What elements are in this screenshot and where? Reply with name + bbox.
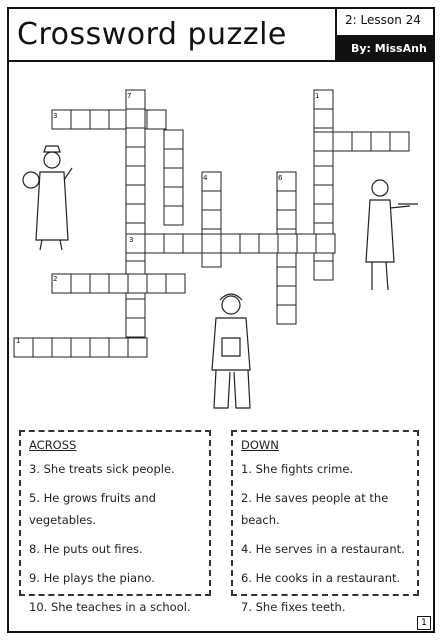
crossword-cell[interactable] bbox=[316, 234, 335, 253]
crossword-cell[interactable] bbox=[128, 338, 147, 357]
crossword-cell[interactable] bbox=[126, 128, 145, 147]
across-clue: 3. She treats sick people. bbox=[29, 462, 175, 476]
clue-number: 6 bbox=[278, 174, 283, 182]
down-clue: 4. He serves in a restaurant. bbox=[241, 542, 405, 556]
clue-number: 1 bbox=[315, 92, 320, 100]
clue-number: 4 bbox=[203, 174, 208, 182]
crossword-cell[interactable] bbox=[90, 274, 109, 293]
crossword-cell[interactable] bbox=[371, 132, 390, 151]
crossword-cell[interactable] bbox=[33, 338, 52, 357]
crossword-cell[interactable] bbox=[314, 166, 333, 185]
doctor-illustration bbox=[23, 146, 72, 250]
lesson-label: 2: Lesson 24 bbox=[345, 13, 421, 27]
crossword-cell[interactable] bbox=[333, 132, 352, 151]
down-clue: 6. He cooks in a restaurant. bbox=[241, 571, 401, 585]
clue-number: 2 bbox=[53, 275, 58, 283]
crossword-cell[interactable] bbox=[128, 274, 147, 293]
crossword-cell[interactable] bbox=[240, 234, 259, 253]
crossword-cell[interactable] bbox=[259, 234, 278, 253]
across-heading: ACROSS bbox=[29, 438, 77, 452]
crossword-cell[interactable] bbox=[314, 132, 333, 151]
crossword-cell[interactable] bbox=[277, 305, 296, 324]
crossword-cell[interactable] bbox=[109, 110, 128, 129]
crossword-cell[interactable] bbox=[145, 234, 164, 253]
down-clue: 1. She fights crime. bbox=[241, 462, 354, 476]
crossword-cells bbox=[14, 90, 409, 357]
crossword-cell[interactable] bbox=[147, 110, 166, 129]
crossword-cell[interactable] bbox=[71, 110, 90, 129]
crossword-cell[interactable] bbox=[202, 191, 221, 210]
author-label: By: MissAnh bbox=[351, 42, 427, 55]
crossword-cell[interactable] bbox=[202, 210, 221, 229]
crossword-cell[interactable] bbox=[126, 204, 145, 223]
crossword-cell[interactable] bbox=[71, 338, 90, 357]
crossword-cell[interactable] bbox=[164, 130, 183, 149]
down-heading: DOWN bbox=[241, 438, 279, 452]
crossword-cell[interactable] bbox=[90, 110, 109, 129]
clue-number: 1 bbox=[16, 337, 21, 345]
page-number: 1 bbox=[417, 616, 431, 630]
crossword-cell[interactable] bbox=[277, 267, 296, 286]
crossword-cell[interactable] bbox=[314, 204, 333, 223]
clue-number: 7 bbox=[127, 92, 132, 100]
down-clue-box bbox=[231, 430, 419, 614]
crossword-cell[interactable] bbox=[90, 338, 109, 357]
crossword-cell[interactable] bbox=[314, 109, 333, 128]
down-clue: 7. She fixes teeth. bbox=[241, 600, 346, 614]
crossword-cell[interactable] bbox=[52, 338, 71, 357]
crossword-cell[interactable] bbox=[390, 132, 409, 151]
crossword-cell[interactable] bbox=[164, 168, 183, 187]
crossword-cell[interactable] bbox=[126, 147, 145, 166]
crossword-cell[interactable] bbox=[109, 274, 128, 293]
across-clue: 8. He puts out fires. bbox=[29, 542, 143, 556]
crossword-cell[interactable] bbox=[147, 274, 166, 293]
crossword-cell[interactable] bbox=[277, 210, 296, 229]
crossword-cell[interactable] bbox=[314, 185, 333, 204]
waitress-illustration bbox=[366, 180, 418, 290]
across-clue: 5. He grows fruits and vegetables. bbox=[29, 491, 156, 527]
across-clue: 9. He plays the piano. bbox=[29, 571, 155, 585]
crossword-cell[interactable] bbox=[166, 274, 185, 293]
crossword-cell[interactable] bbox=[126, 109, 145, 128]
crossword-cell[interactable] bbox=[126, 185, 145, 204]
page-title: Crossword puzzle bbox=[17, 17, 287, 52]
crossword-cell[interactable] bbox=[297, 234, 316, 253]
across-clue-box bbox=[19, 430, 211, 614]
clue-number: 3 bbox=[53, 112, 58, 120]
crossword-cell[interactable] bbox=[277, 286, 296, 305]
crossword-cell[interactable] bbox=[164, 149, 183, 168]
crossword-cell[interactable] bbox=[126, 166, 145, 185]
crossword-cell[interactable] bbox=[109, 338, 128, 357]
crossword-cell[interactable] bbox=[352, 132, 371, 151]
crossword-cell[interactable] bbox=[126, 318, 145, 337]
crossword-cell[interactable] bbox=[71, 274, 90, 293]
crossword-cell[interactable] bbox=[277, 191, 296, 210]
clue-number: 3 bbox=[129, 236, 134, 244]
crossword-cell[interactable] bbox=[164, 234, 183, 253]
crossword-cell[interactable] bbox=[183, 234, 202, 253]
crossword-cell[interactable] bbox=[164, 187, 183, 206]
across-clue: 10. She teaches in a school. bbox=[29, 600, 191, 614]
crossword-cell[interactable] bbox=[164, 206, 183, 225]
crossword-cell[interactable] bbox=[126, 299, 145, 318]
down-clue: 2. He saves people at the beach. bbox=[241, 491, 389, 527]
crossword-cell[interactable] bbox=[314, 261, 333, 280]
crossword-cell[interactable] bbox=[221, 234, 240, 253]
crossword-cell[interactable] bbox=[278, 234, 297, 253]
crossword-cell[interactable] bbox=[202, 234, 221, 253]
firefighter-illustration bbox=[212, 294, 250, 408]
